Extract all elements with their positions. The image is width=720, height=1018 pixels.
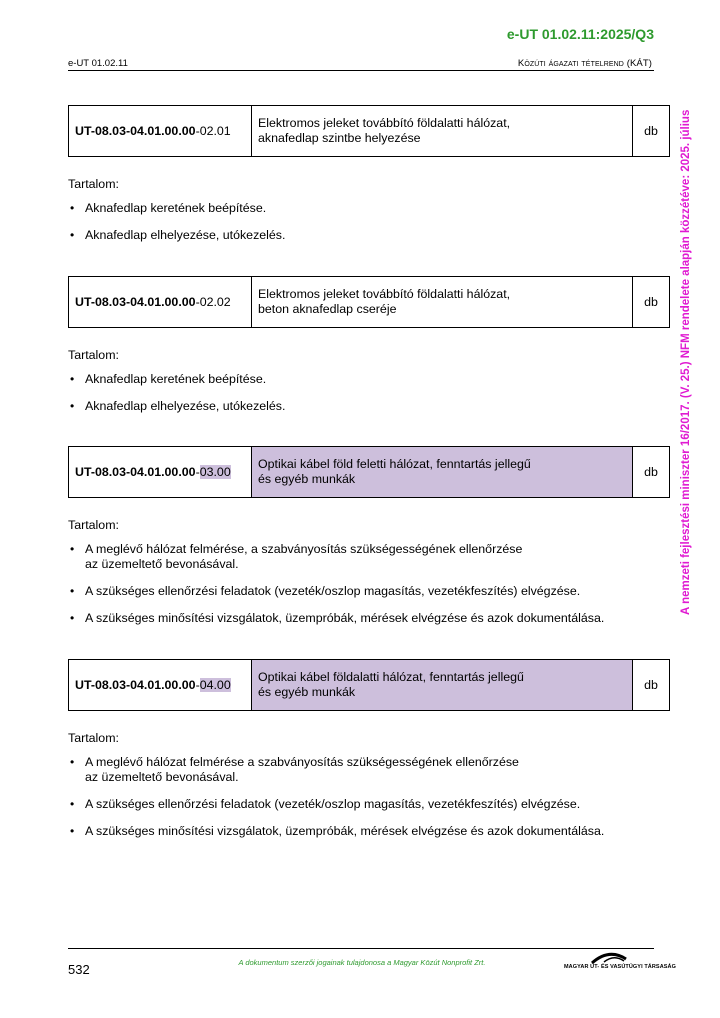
copyright-note: A dokumentum szerzői jogainak tulajdonosa a Magyar Közút Nonprofit Zrt. bbox=[238, 958, 486, 967]
item-description: Optikai kábel földalatti hálózat, fenntartás jellegű és egyéb munkák bbox=[252, 660, 633, 711]
content-list bbox=[68, 372, 670, 414]
item-unit: db bbox=[633, 106, 670, 157]
content-label: Tartalom: bbox=[68, 731, 119, 745]
list-item: • A szükséges minősítési vizsgálatok, üzempróbák, mérések elvégzése és azok dokumentálása. bbox=[70, 824, 605, 838]
item-02-01 bbox=[68, 105, 670, 255]
code-highlight: 03.00 bbox=[199, 465, 231, 479]
item-code: UT-08.03-04.01.00.00-02.01 bbox=[69, 106, 252, 157]
content-list bbox=[68, 201, 670, 243]
item-code: UT-08.03-04.01.00.00-04.00 bbox=[69, 660, 252, 711]
page-number: 532 bbox=[68, 962, 90, 977]
content-label: Tartalom: bbox=[68, 518, 119, 532]
list-item: • A szükséges ellenőrzési feladatok (vezeték/oszlop magasítás, vezetékfeszítés) elvégzése. bbox=[70, 797, 581, 811]
item-table bbox=[68, 276, 670, 328]
item-04-00 bbox=[68, 659, 670, 851]
list-item: • A meglévő hálózat felmérése, a szabványosítás szükségességének ellenőrzése az üzemeltető bevonásával. bbox=[70, 542, 523, 571]
side-publication-note-text: A nemzeti fejlesztési miniszter 16/2017. (V. 25.) NFM rendelete alapján közzétéve: 2025. július bbox=[680, 109, 692, 615]
item-unit: db bbox=[633, 277, 670, 328]
company-logo bbox=[564, 950, 676, 974]
item-unit: db bbox=[633, 447, 670, 498]
item-table bbox=[68, 446, 670, 498]
code-highlight: 04.00 bbox=[199, 678, 231, 692]
content-label: Tartalom: bbox=[68, 348, 119, 362]
content-list bbox=[68, 542, 670, 626]
header-right: Közúti ágazati tételrend (KÁT) bbox=[517, 58, 652, 69]
content-list bbox=[68, 755, 670, 839]
item-description: Elektromos jeleket továbbító földalatti hálózat, beton aknafedlap cseréje bbox=[252, 277, 633, 328]
item-code: UT-08.03-04.01.00.00-02.02 bbox=[69, 277, 252, 328]
list-item: • Aknafedlap keretének beépítése. bbox=[70, 201, 267, 215]
item-unit: db bbox=[633, 660, 670, 711]
logo-text: MAGYAR ÚT- ÉS VASÚTÜGYI TÁRSASÁG bbox=[564, 964, 676, 970]
item-table bbox=[68, 659, 670, 711]
header-rule bbox=[68, 70, 654, 71]
item-table bbox=[68, 105, 670, 157]
side-publication-note bbox=[677, 96, 695, 628]
list-item: • A szükséges minősítési vizsgálatok, üzempróbák, mérések elvégzése és azok dokumentálása. bbox=[70, 611, 605, 625]
list-item: • A szükséges ellenőrzési feladatok (vezeték/oszlop magasítás, vezetékfeszítés) elvégzése. bbox=[70, 584, 581, 598]
item-03-00 bbox=[68, 446, 670, 638]
item-description: Elektromos jeleket továbbító földalatti hálózat, aknafedlap szintbe helyezése bbox=[252, 106, 633, 157]
list-item: • Aknafedlap elhelyezése, utókezelés. bbox=[70, 399, 286, 413]
document-code: e-UT 01.02.11:2025/Q3 bbox=[506, 26, 654, 42]
footer-rule bbox=[68, 948, 654, 949]
header-left: e-UT 01.02.11 bbox=[68, 58, 128, 69]
item-02-02 bbox=[68, 276, 670, 426]
list-item: • Aknafedlap elhelyezése, utókezelés. bbox=[70, 228, 286, 242]
content-label: Tartalom: bbox=[68, 177, 119, 191]
item-code: UT-08.03-04.01.00.00-03.00 bbox=[69, 447, 252, 498]
list-item: • A meglévő hálózat felmérése a szabványosítás szükségességének ellenőrzése az üzemeltető bevonásával. bbox=[70, 755, 519, 784]
list-item: • Aknafedlap keretének beépítése. bbox=[70, 372, 267, 386]
item-description: Optikai kábel föld feletti hálózat, fenntartás jellegű és egyéb munkák bbox=[252, 447, 633, 498]
